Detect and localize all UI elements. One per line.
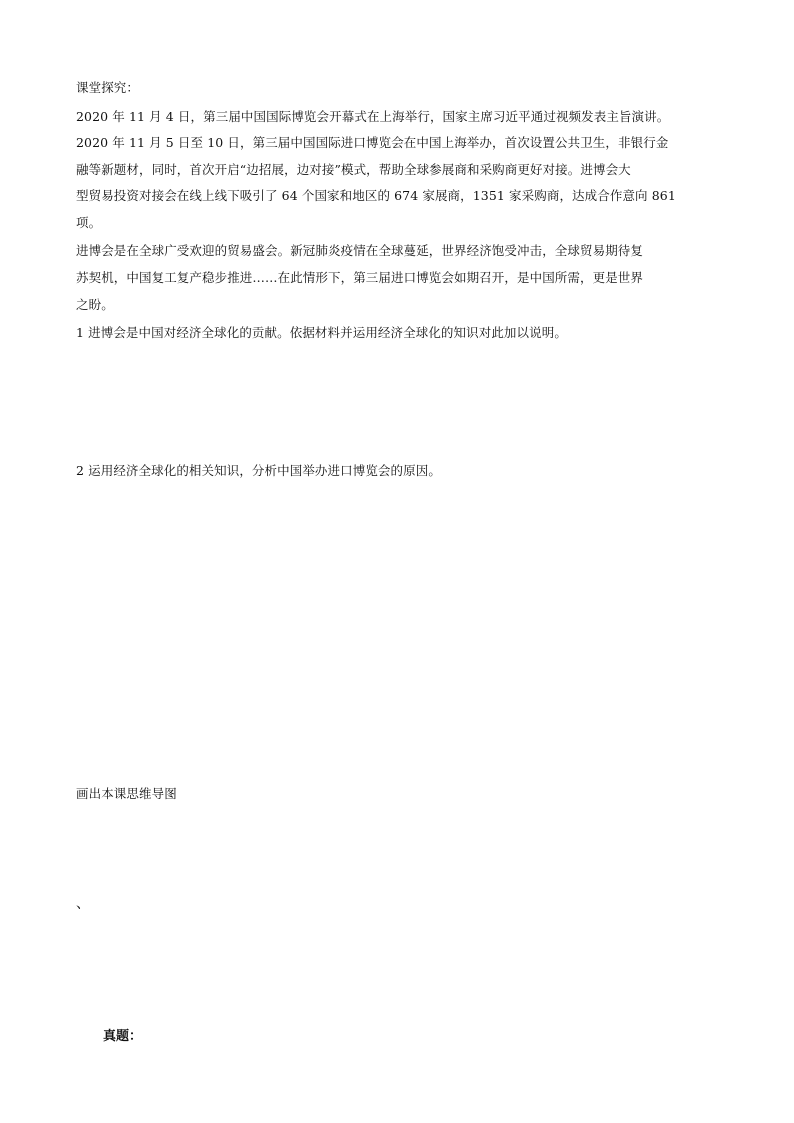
stray-punctuation-mark: 、 (76, 896, 90, 912)
section-title: 课堂探究： (76, 80, 140, 95)
material-paragraph-3-line-3: 之盼。 (76, 297, 114, 312)
material-paragraph-3-line-1: 进博会是在全球广受欢迎的贸易盛会。新冠肺炎疫情在全球蔓延，世界经济饱受冲击，全球贸易期待复 (76, 243, 644, 258)
material-paragraph-2-line-3: 型贸易投资对接会在线上线下吸引了 64 个国家和地区的 674 家展商，1351 家采购商，达成合作意向 861 (76, 188, 676, 203)
mind-map-prompt: 画出本课思维导图 (76, 786, 177, 801)
material-paragraph-3-line-2: 苏契机，中国复工复产稳步推进……在此情形下，第三届进口博览会如期召开，是中国所需，更是世界 (76, 270, 644, 285)
material-paragraph-2-line-1: 2020 年 11 月 5 日至 10 日，第三届中国国际进口博览会在中国上海举办，首次设置公共卫生，非银行金 (76, 135, 669, 150)
zhenti-label: 真题： (103, 1029, 143, 1044)
question-1: 1 进博会是中国对经济全球化的贡献。依据材料并运用经济全球化的知识对此加以说明。 (76, 325, 567, 340)
material-paragraph-2-line-4: 项。 (76, 215, 102, 230)
question-2: 2 运用经济全球化的相关知识，分析中国举办进口博览会的原因。 (76, 463, 441, 478)
material-paragraph-1: 2020 年 11 月 4 日，第三届中国国际博览会开幕式在上海举行，国家主席习近平通过视频发表主旨演讲。 (76, 109, 670, 124)
material-paragraph-2-line-2: 融等新题材，同时，首次开启“边招展，边对接”模式，帮助全球参展商和采购商更好对接。进博会大 (76, 162, 631, 177)
